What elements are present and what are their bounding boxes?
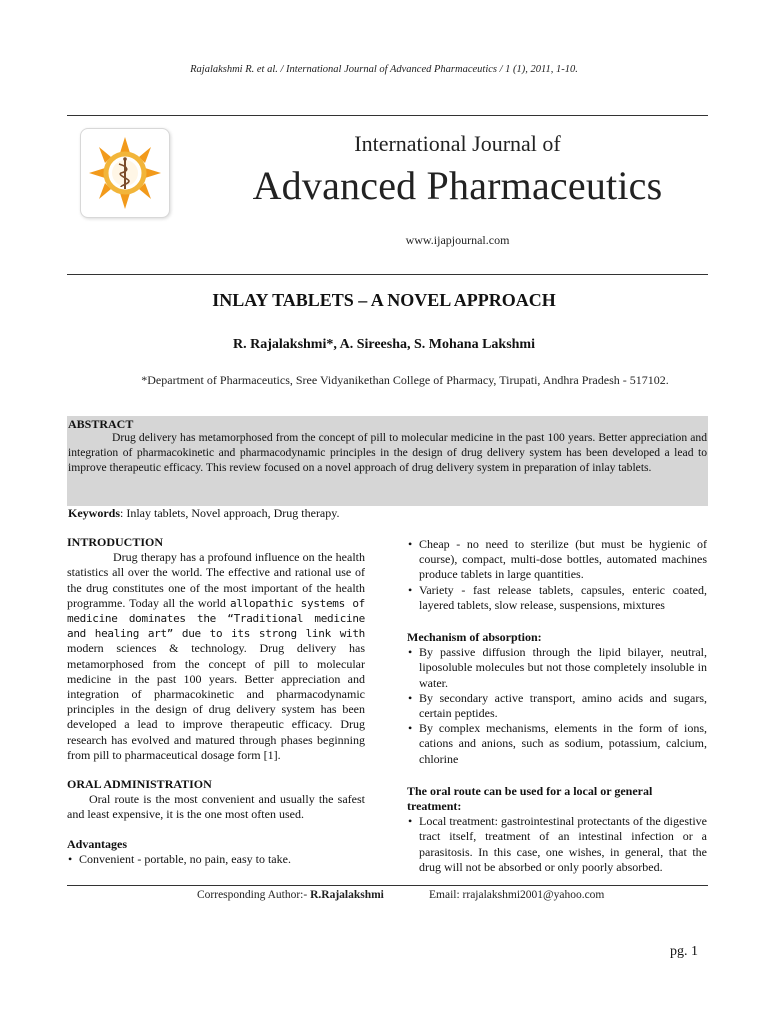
- corresponding-name: R.Rajalakshmi: [310, 889, 384, 901]
- journal-url[interactable]: www.ijapjournal.com: [405, 233, 510, 247]
- header-bottom-rule: [67, 274, 708, 275]
- footer-rule: [67, 885, 708, 886]
- oral-route-list: [407, 814, 707, 875]
- introduction-text: [67, 550, 365, 763]
- paper-title: INLAY TABLETS – A NOVEL APPROACH: [212, 290, 556, 310]
- advantages-list: [67, 852, 365, 867]
- advantages-heading: Advantages: [67, 836, 128, 851]
- introduction-heading: INTRODUCTION: [67, 535, 164, 549]
- abstract-text: [68, 431, 707, 475]
- introduction-text-script: allopathic systems of medicine dominates the “Traditional medicine and healing art” due to its strong link with: [67, 596, 365, 641]
- header-top-rule: [67, 115, 708, 116]
- keywords-text: : Inlay tablets, Novel approach, Drug therapy.: [120, 506, 340, 520]
- oral-route-item: • Local treatment: gastrointestinal protectants of the digestive tract itself, treatment of an intestinal infection or a parasitosis. In this case, one wishes, in general, that the drug will not be absorbed or only poorly absorbed.: [407, 814, 707, 875]
- advantages-item: • Variety - fast release tablets, capsules, enteric coated, layered tablets, slow release, suspensions, mixtures: [407, 583, 707, 613]
- author-email[interactable]: Email: rrajalakshmi2001@yahoo.com: [429, 889, 605, 901]
- mechanism-list: [407, 645, 707, 767]
- abstract-heading: ABSTRACT: [68, 417, 134, 431]
- journal-name-line2: Advanced Pharmaceutics: [252, 163, 663, 208]
- author-affiliation: *Department of Pharmaceutics, Sree Vidyanikethan College of Pharmacy, Tirupati, Andhra Pradesh - 517102.: [141, 373, 669, 387]
- mechanism-item: • By passive diffusion through the lipid bilayer, neutral, liposoluble molecules but not those completely insoluble in water.: [407, 645, 707, 691]
- right-column: [407, 537, 707, 875]
- journal-name-line1: International Journal of: [354, 131, 561, 156]
- paper-authors: R. Rajalakshmi*, A. Sireesha, S. Mohana Lakshmi: [233, 337, 535, 352]
- oral-administration-text: [67, 792, 365, 822]
- introduction-text-part1: Drug therapy has a profound influence on the health statistics all over the world. The effective and rational use of the drug constitutes one of the most important of the health programme. Today all the world: [67, 550, 365, 610]
- oral-administration-body: Oral route is the most convenient and usually the safest and least expensive, it is the one most often used.: [67, 792, 365, 822]
- keywords-label: Keywords: [68, 506, 120, 520]
- journal-logo: [80, 128, 170, 218]
- advantages-item: • Cheap - no need to sterilize (but must be hygienic of course), compact, multi-dose bottles, automated machines produce tablets in large quantities.: [407, 537, 707, 583]
- oral-administration-heading: ORAL ADMINISTRATION: [67, 777, 212, 792]
- advantages-item: • Convenient - portable, no pain, easy to take.: [67, 852, 365, 867]
- keywords-line: [68, 506, 339, 521]
- journal-citation: Rajalakshmi R. et al. / International Journal of Advanced Pharmaceutics / 1 (1), 2011, 1-10.: [190, 64, 578, 75]
- abstract-body: Drug delivery has metamorphosed from the concept of pill to molecular medicine in the past 100 years. Better appreciation and integration of pharmacokinetic and pharmacodynamic principles in the design of drug delivery system has been developed a lead to improve therapeutic efficacy. This review focused on a novel approach of drug delivery system in preparation of inlay tablets.: [68, 431, 707, 474]
- oral-route-heading: The oral route can be used for a local or general treatment:: [407, 783, 653, 814]
- corresponding-author: [197, 889, 384, 901]
- introduction-text-part2: modern sciences & technology. Drug delivery has metamorphosed from the concept of pill to molecular medicine in the past 100 years. Better appreciation and integration of pharmacokinetic and pharmacodynamic principles in the design of drug delivery system has been developed a lead to improve therapeutic efficacy. Drug research has evolved and matured through phases beginning from pill to pharmaceutical dosage form [1].: [67, 641, 365, 762]
- page-number: pg. 1: [670, 944, 698, 959]
- advantages-list-continued: [407, 537, 707, 613]
- mechanism-heading: Mechanism of absorption:: [407, 630, 542, 645]
- left-column: [67, 535, 365, 867]
- corresponding-label: Corresponding Author:-: [197, 889, 311, 901]
- mechanism-item: • By secondary active transport, amino acids and sugars, certain peptides.: [407, 691, 707, 721]
- sun-caduceus-logo-icon: [81, 129, 169, 217]
- mechanism-item: • By complex mechanisms, elements in the form of ions, cations and anions, such as sodium, potassium, calcium, chlorine: [407, 721, 707, 767]
